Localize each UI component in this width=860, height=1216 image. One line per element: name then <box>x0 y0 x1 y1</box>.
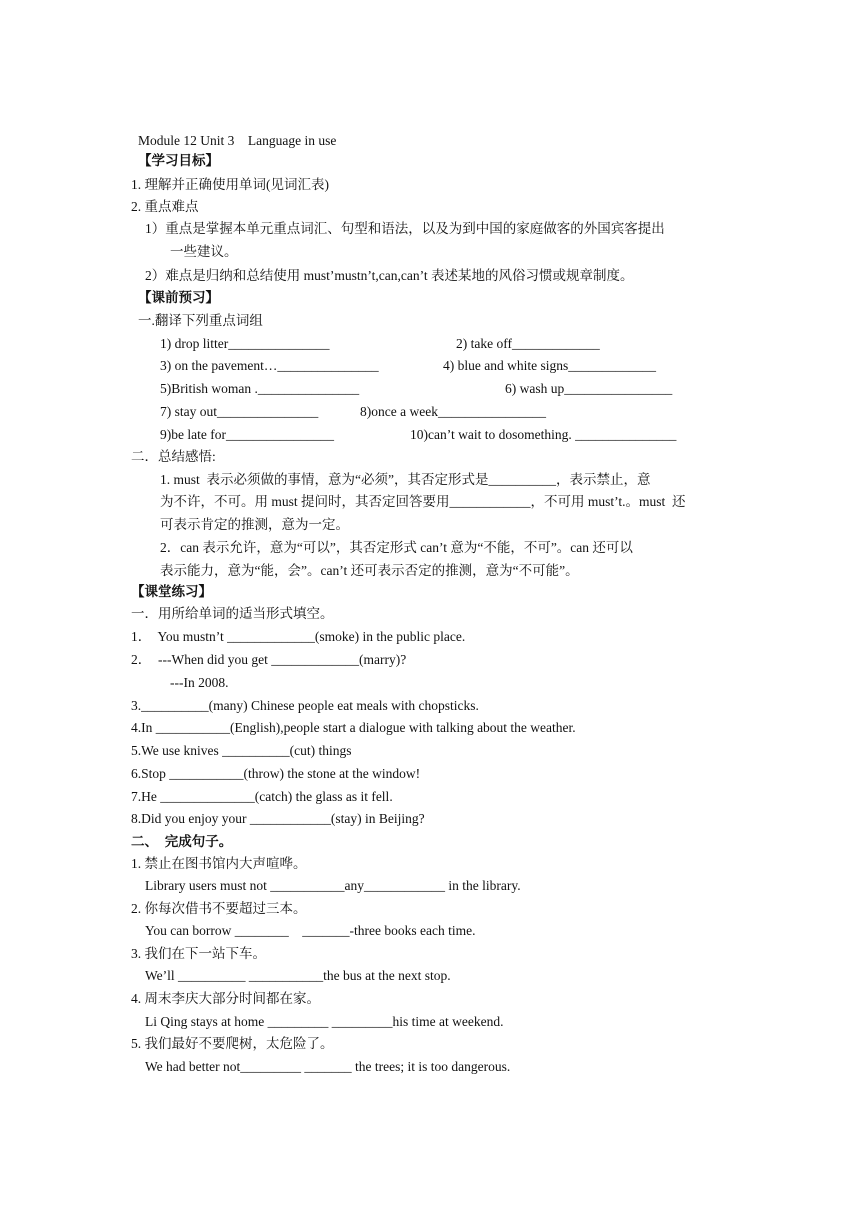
sentence-chinese: 2. 你每次借书不要超过三本。 <box>131 901 307 916</box>
summary-text: 表示能力，意为“能，会”。can’t 还可表示否定的推测，意为“不可能”。 <box>160 563 579 578</box>
preview-instruction: 一.翻译下列重点词组 <box>138 313 263 328</box>
summary-heading: 二．总结感悟: <box>131 449 216 464</box>
goal-subitem-continued: 一些建议。 <box>170 244 238 259</box>
goal-subitem: 1）重点是掌握本单元重点词汇、句型和语法，以及为到中国的家庭做客的外国宾客提出 <box>145 221 665 236</box>
sentence-english: We’ll __________ ___________the bus at the next stop. <box>145 968 451 983</box>
sentence-chinese: 4. 周末李庆大部分时间都在家。 <box>131 991 320 1006</box>
sentence-english: Li Qing stays at home _________ _________his time at weekend. <box>145 1014 504 1029</box>
exercise-item: 1． You mustn’t _____________(smoke) in the public place. <box>131 629 466 644</box>
goal-subitem: 2）难点是归纳和总结使用 must’mustn’t,can,can’t 表述某地的风俗习惯或规章制度。 <box>145 268 634 283</box>
phrase-item: 8)once a week________________ <box>360 404 546 419</box>
phrase-item: 2) take off_____________ <box>456 336 600 351</box>
phrase-item: 5)British woman ._______________ <box>160 381 360 396</box>
phrase-item: 9)be late for________________ <box>160 427 334 442</box>
summary-text: 为不许，不可。用 must 提问时，其否定回答要用____________，不可用 must’t.。must 还 <box>160 494 686 509</box>
phrase-item: 10)can’t wait to dosomething. _______________ <box>410 427 677 442</box>
section-heading-goals: 【学习目标】 <box>138 153 219 168</box>
exercise-item: 2． ---When did you get _____________(marry)? <box>131 652 407 667</box>
exercise-item-answer: ---In 2008. <box>170 675 229 690</box>
phrase-item: 4) blue and white signs_____________ <box>443 358 656 373</box>
sentence-english: We had better not_________ _______ the trees; it is too dangerous. <box>145 1059 511 1074</box>
section-heading-practice: 【课堂练习】 <box>131 584 212 599</box>
sentence-english: You can borrow ________ _______-three books each time. <box>145 923 476 938</box>
sentence-chinese: 1. 禁止在图书馆内大声喧哗。 <box>131 856 307 871</box>
phrase-item: 7) stay out_______________ <box>160 404 319 419</box>
summary-text: 2．can 表示允许，意为“可以”，其否定形式 can’t 意为“不能，不可”。can 还可以 <box>160 540 633 555</box>
phrase-item: 6) wash up________________ <box>505 381 673 396</box>
exercise-item: 6.Stop ___________(throw) the stone at the window! <box>131 766 421 781</box>
phrase-item: 1) drop litter_______________ <box>160 336 330 351</box>
exercise-instruction: 二、 完成句子。 <box>131 834 233 849</box>
exercise-instruction: 一．用所给单词的适当形式填空。 <box>131 606 334 621</box>
exercise-item: 5.We use knives __________(cut) things <box>131 743 352 758</box>
summary-text: 可表示肯定的推测，意为一定。 <box>160 517 349 532</box>
exercise-item: 8.Did you enjoy your ____________(stay) in Beijing? <box>131 811 425 826</box>
exercise-item: 4.In ___________(English),people start a dialogue with talking about the weather. <box>131 720 576 735</box>
summary-text: 1. must 表示必须做的事情，意为“必须”，其否定形式是__________，表示禁止，意 <box>160 472 651 487</box>
exercise-item: 7.He ______________(catch) the glass as it fell. <box>131 789 393 804</box>
exercise-item: 3.__________(many) Chinese people eat meals with chopsticks. <box>131 698 479 713</box>
sentence-chinese: 5. 我们最好不要爬树，太危险了。 <box>131 1036 334 1051</box>
phrase-item: 3) on the pavement…_______________ <box>160 358 379 373</box>
section-heading-preview: 【课前预习】 <box>138 290 219 305</box>
page-title: Module 12 Unit 3 Language in use <box>138 133 337 148</box>
goal-item: 1. 理解并正确使用单词(见词汇表) <box>131 177 329 192</box>
sentence-chinese: 3. 我们在下一站下车。 <box>131 946 266 961</box>
sentence-english: Library users must not ___________any____________ in the library. <box>145 878 521 893</box>
goal-item: 2. 重点难点 <box>131 199 199 214</box>
